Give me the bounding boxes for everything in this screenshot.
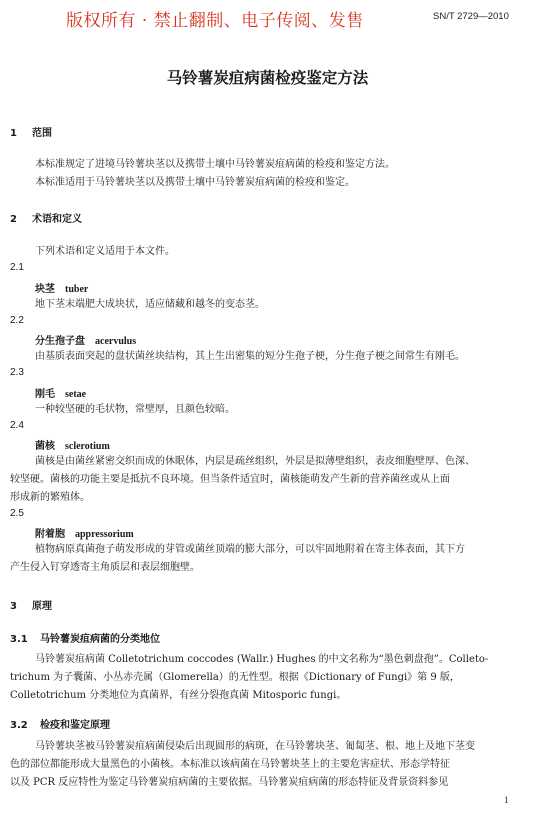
paragraph: 本标准适用于马铃薯块茎以及携带土壤中马铃薯炭疽病菌的检疫和鉴定。: [35, 177, 355, 188]
section-2-heading: [10, 210, 82, 225]
paragraph-line: trichum 为子囊菌、小丛赤壳属（Glomerella）的无性型。根据《Dictionary of Fungi》第 9 版，: [10, 672, 460, 683]
term-en: appressorium: [75, 529, 134, 540]
paragraph-line: 色的部位都能形成大量黑色的小菌核。本标准以该病菌在马铃薯块茎上的主要危害症状、形态学特征: [10, 759, 450, 770]
term-en: sclerotium: [65, 441, 110, 452]
paragraph: 下列术语和定义适用于本文件。: [35, 246, 175, 257]
term-definition: 较坚硬。菌核的功能主要是抵抗不良环境。但当条件适宜时，菌核能萌发产生新的营养菌丝或从上面: [10, 474, 450, 485]
term-definition: 地下茎末端肥大成块状，适应储藏和越冬的变态茎。: [35, 299, 265, 310]
paragraph-line: 马铃薯炭疽病菌 Colletotrichum coccodes (Wallr.) Hughes 的中文名称为“墨色刺盘孢”。Colleto-: [35, 654, 489, 665]
term-zh: 附着胞: [35, 529, 65, 540]
term-number: 2.5: [10, 508, 24, 519]
term-number: 2.2: [10, 315, 24, 326]
page-title: 马铃薯炭疽病菌检疫鉴定方法: [166, 69, 369, 87]
section-title: 术语和定义: [32, 214, 82, 225]
term-heading: [35, 280, 88, 295]
paragraph: 本标准规定了进境马铃薯块茎以及携带土壤中马铃薯炭疽病菌的检疫和鉴定方法。: [35, 159, 395, 170]
subsection-3-1-heading: [10, 630, 160, 645]
subsection-3-2-heading: [10, 716, 110, 731]
paragraph-line: 以及 PCR 反应特性为鉴定马铃薯炭疽病菌的主要依据。马铃薯炭疽病菌的形态特征及背景资料参见: [10, 777, 449, 788]
section-title: 范围: [32, 128, 52, 139]
subsection-number: 3.2: [10, 720, 28, 731]
term-heading: [35, 437, 110, 452]
term-number: 2.4: [10, 420, 24, 431]
term-en: setae: [65, 389, 87, 400]
term-definition: 由基质表面突起的盘状菌丝块结构，其上生出密集的短分生孢子梗，分生孢子梗之间常生有刚毛。: [35, 351, 465, 362]
paragraph-line: Colletotrichum 分类地位为真菌界，有丝分裂孢真菌 Mitosporic fungi。: [10, 690, 347, 701]
term-zh: 刚毛: [35, 389, 55, 400]
term-number: 2.3: [10, 367, 24, 378]
term-zh: 分生孢子盘: [35, 336, 85, 347]
term-zh: 块茎: [35, 284, 55, 295]
subsection-title: 马铃薯炭疽病菌的分类地位: [40, 634, 160, 645]
term-definition: 一种较坚硬的毛状物，常壁厚，且颜色较暗。: [35, 404, 235, 415]
term-en: acervulus: [95, 336, 137, 347]
section-1-heading: [10, 124, 52, 139]
term-definition: 菌核是由菌丝紧密交织而成的休眠体，内层是疏丝组织，外层是拟薄壁组织，表皮细胞壁厚、色深、: [35, 456, 475, 467]
term-heading: [35, 385, 86, 400]
term-definition: 产生侵入钉穿透寄主角质层和表层细胞壁。: [10, 562, 200, 573]
subsection-title: 检疫和鉴定原理: [40, 720, 110, 731]
section-number: 1: [10, 128, 17, 139]
term-definition: 植物病原真菌孢子萌发形成的芽管或菌丝顶端的膨大部分，可以牢固地附着在寄主体表面，其下方: [35, 544, 465, 555]
paragraph-line: 马铃薯块茎被马铃薯炭疽病菌侵染后出现圆形的病斑，在马铃薯块茎、匍匐茎、根、地上及地下茎变: [35, 741, 475, 752]
term-definition: 形成新的繁殖体。: [10, 492, 90, 503]
page-number: 1: [504, 795, 509, 805]
term-number: 2.1: [10, 262, 24, 273]
standard-number: SN/T 2729—2010: [433, 11, 509, 22]
section-title: 原理: [32, 601, 52, 612]
term-heading: [35, 525, 134, 540]
section-number: 3: [10, 601, 17, 612]
term-heading: [35, 332, 136, 347]
term-en: tuber: [65, 284, 89, 295]
subsection-number: 3.1: [10, 634, 28, 645]
section-3-heading: [10, 597, 52, 612]
term-zh: 菌核: [35, 441, 55, 452]
watermark-banner: 版权所有 · 禁止翻制、电子传阅、发售: [66, 11, 364, 31]
section-number: 2: [10, 214, 17, 225]
